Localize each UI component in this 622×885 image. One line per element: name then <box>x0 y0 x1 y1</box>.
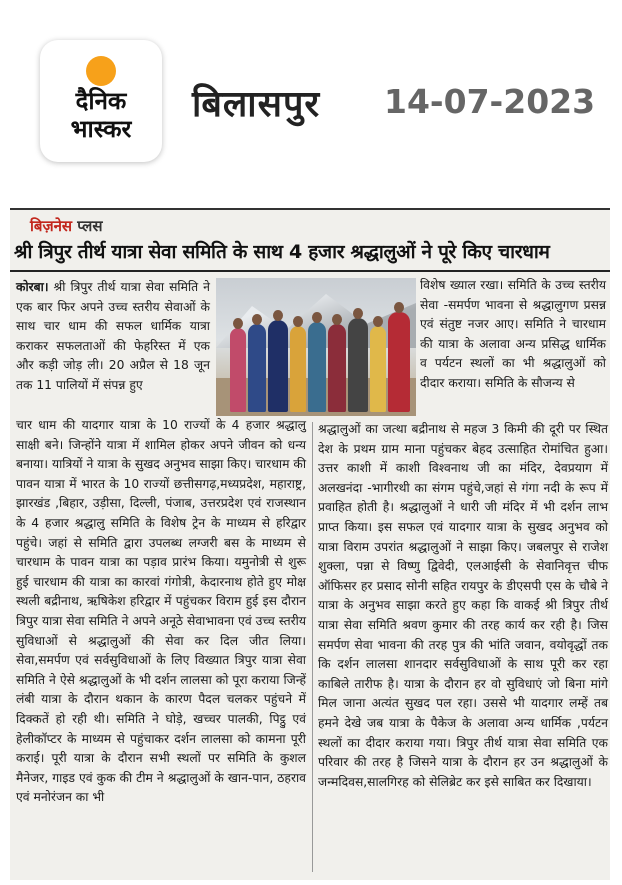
sun-logo-icon <box>86 56 116 86</box>
photo-person <box>268 320 288 412</box>
article-column-left: चार धाम की यादगार यात्रा के 10 राज्यों के 4 हजार श्रद्धालु साक्षी बने। जिन्होंने यात्रा में शामिल होकर अपने जीवन को धन्य बनाया। यात्रियों ने यात्रा के सुखद अनुभव साझा किए। चारधाम की पावन यात्रा में भारत के 10 राज्यों छत्तीसगढ़,मध्यप्रदेश, महाराष्ट्र, झारखंड ,बिहार, उड़ीसा, दिल्ली, पंजाब, उत्तरप्रदेश एवं राजस्थान के 4 हजार श्रद्धालु समिति के विशेष ट्रेन के माध्यम से हरिद्वार पहुंचे। जहां से समिति द्वारा उपलब्ध लग्जरी बस के माध्यम से चारधाम के पावन यात्रा का पड़ाव प्रारंभ किया। यमुनोत्री से शुरू हुई चारधाम की यात्रा का कारवां गंगोत्री, केदारनाथ होते हुए मोक्ष स्थली बद्रीनाथ, ऋषिकेश हरिद्वार में पहुंचकर विराम हुई इस दौरान त्रिपुर यात्रा सेवा समिति ने अपने अनूठे सेवाभावना एवं उच्च स्तरीय सुविधाओं से श्रद्धालुओं की सेवा कर दिल जीत लिया। सेवा,समर्पण एवं सर्वसुविधाओं के लिए विख्यात त्रिपुर यात्रा सेवा समिति ने ऐसे श्रद्धालुओं के भी दर्शन लालसा को पूरा कराया जिन्हें लंबी यात्रा के दौरान थकान के कारण पैदल चलकर पहुंचने में दिक्कतें हो रही थी। समिति ने घोड़े, खच्चर पालकी, पिट्ठु एवं हेलीकॉप्टर के माध्यम से पहुंचाकर दर्शन लालसा को कामना पूरी कराई। पूरी यात्रा के दौरान सभी स्थलों पर समिति के कुशल मैनेजर, गाइड एवं कुक की टीम ने श्रद्धालुओं के खान-पान, ठहराव एवं मनोरंजन का भी <box>16 418 306 805</box>
top-rule <box>10 208 610 210</box>
column-divider <box>312 422 313 872</box>
photo-person <box>388 312 410 412</box>
article-column-right: श्रद्धालुओं का जत्था बद्रीनाथ से महज 3 किमी की दूरी पर स्थित देश के प्रथम ग्राम माना पहुंचकर बेहद उत्साहित रोमांचित हुआ। उत्तर काशी में काशी विश्वनाथ जी का मंदिर, देवप्रयाग में अलखनंदा -भागीरथी का संगम पहुंचे,जहां से गंगा नदी के रूप में प्रवाहित होती है। श्रद्धालुओं ने धारी जी मंदिर में भी दर्शन लाभ प्राप्त किया। इस सफल एवं यादगार यात्रा के सुखद अनुभव को यात्रा विराम उपरांत श्रद्धालुओं ने साझा किए। जबलपुर से राजेश शुक्ला, पन्ना से विष्णु द्विवेदी, एलआईसी के सेवानिवृत्त चीफ ऑफिसर हर प्रसाद सोनी सहित रायपुर के डीएसपी एस के चौबे ने यात्रा के अनुभव साझा करते हुए कहा कि वाकई श्री त्रिपुर तीर्थ यात्रा सेवा समिति श्रवण कुमार की तरह कार्य कर रही है। जिस समर्पण सेवा भावना की तरह पुत्र की भांति जवान, वयोवृद्धों तक कि दर्शन लालसा शानदार सर्वसुविधाओं के साथ पूरी कर रहा काबिले तारीफ है। यात्रा के दौरान हर वो सुविधाएं जो बिना मांगे मिल जाना अत्यंत सुखद पल रहा। उससे भी यादगार लम्हें तब हमने देखे जब यात्रा के पैकेज के अलावा अन्य धार्मिक ,पर्यटन स्थलों का दीदार कराया गया। त्रिपुर तीर्थ यात्रा सेवा समिति एक परिवार की तरह है जिसने यात्रा के दौरान हर उन श्रद्धालुओं के जन्मदिवस,सालगिरह को सेलिब्रेट कर इसे साबित कर दिखाया। <box>318 422 608 789</box>
photo-person <box>308 322 326 412</box>
photo-person <box>290 326 306 412</box>
section-tag <box>30 216 102 236</box>
photo-person <box>370 326 386 412</box>
dateline: कोरबा। <box>16 280 49 294</box>
photo-person <box>248 324 266 412</box>
article-text-left-top: श्री त्रिपुर तीर्थ यात्रा सेवा समिति ने एक बार फिर अपने उच्च स्तरीय सेवाओं के साथ चार धाम की सफल धार्मिक यात्रा कराकर सफलताओं की फेहरिस्त में एक और कड़ी जोड़ ली। 20 अप्रैल से 18 जून तक 11 पालियों में संपन्न हुए <box>16 280 210 392</box>
section-tag-suffix: प्लस <box>77 217 103 235</box>
logo-text-line1: दैनिक <box>75 87 127 115</box>
photo-person <box>348 318 368 412</box>
edition-date: 14-07-2023 <box>384 82 596 121</box>
newspaper-clipping[interactable] <box>10 208 610 880</box>
group-photo <box>216 278 416 416</box>
edition-city: बिलासपुर <box>192 84 321 125</box>
app-header <box>0 0 622 200</box>
logo-text-line2: भास्कर <box>70 115 132 143</box>
article-headline: श्री त्रिपुर तीर्थ यात्रा सेवा समिति के साथ 4 हजार श्रद्धालुओं ने पूरे किए चारधाम <box>14 241 550 263</box>
photo-person <box>328 324 346 412</box>
section-tag-label: बिज़नेस <box>30 217 73 235</box>
photo-person <box>230 328 246 412</box>
headline-rule <box>10 270 610 272</box>
article-column-right-top: विशेष ख्याल रखा। समिति के उच्च स्तरीय सेवा -समर्पण भावना से श्रद्धालुगण प्रसन्न एवं संतुष्ट नजर आए। समिति ने चारधाम की यात्रा के अलावा अन्य प्रसिद्ध धार्मिक व पर्यटन स्थलों का भी श्रद्धालुओं को दीदार कराया। समिति के सौजन्य से <box>420 278 606 390</box>
dainik-bhaskar-logo[interactable] <box>40 40 162 162</box>
article-column-left-top <box>16 278 210 396</box>
